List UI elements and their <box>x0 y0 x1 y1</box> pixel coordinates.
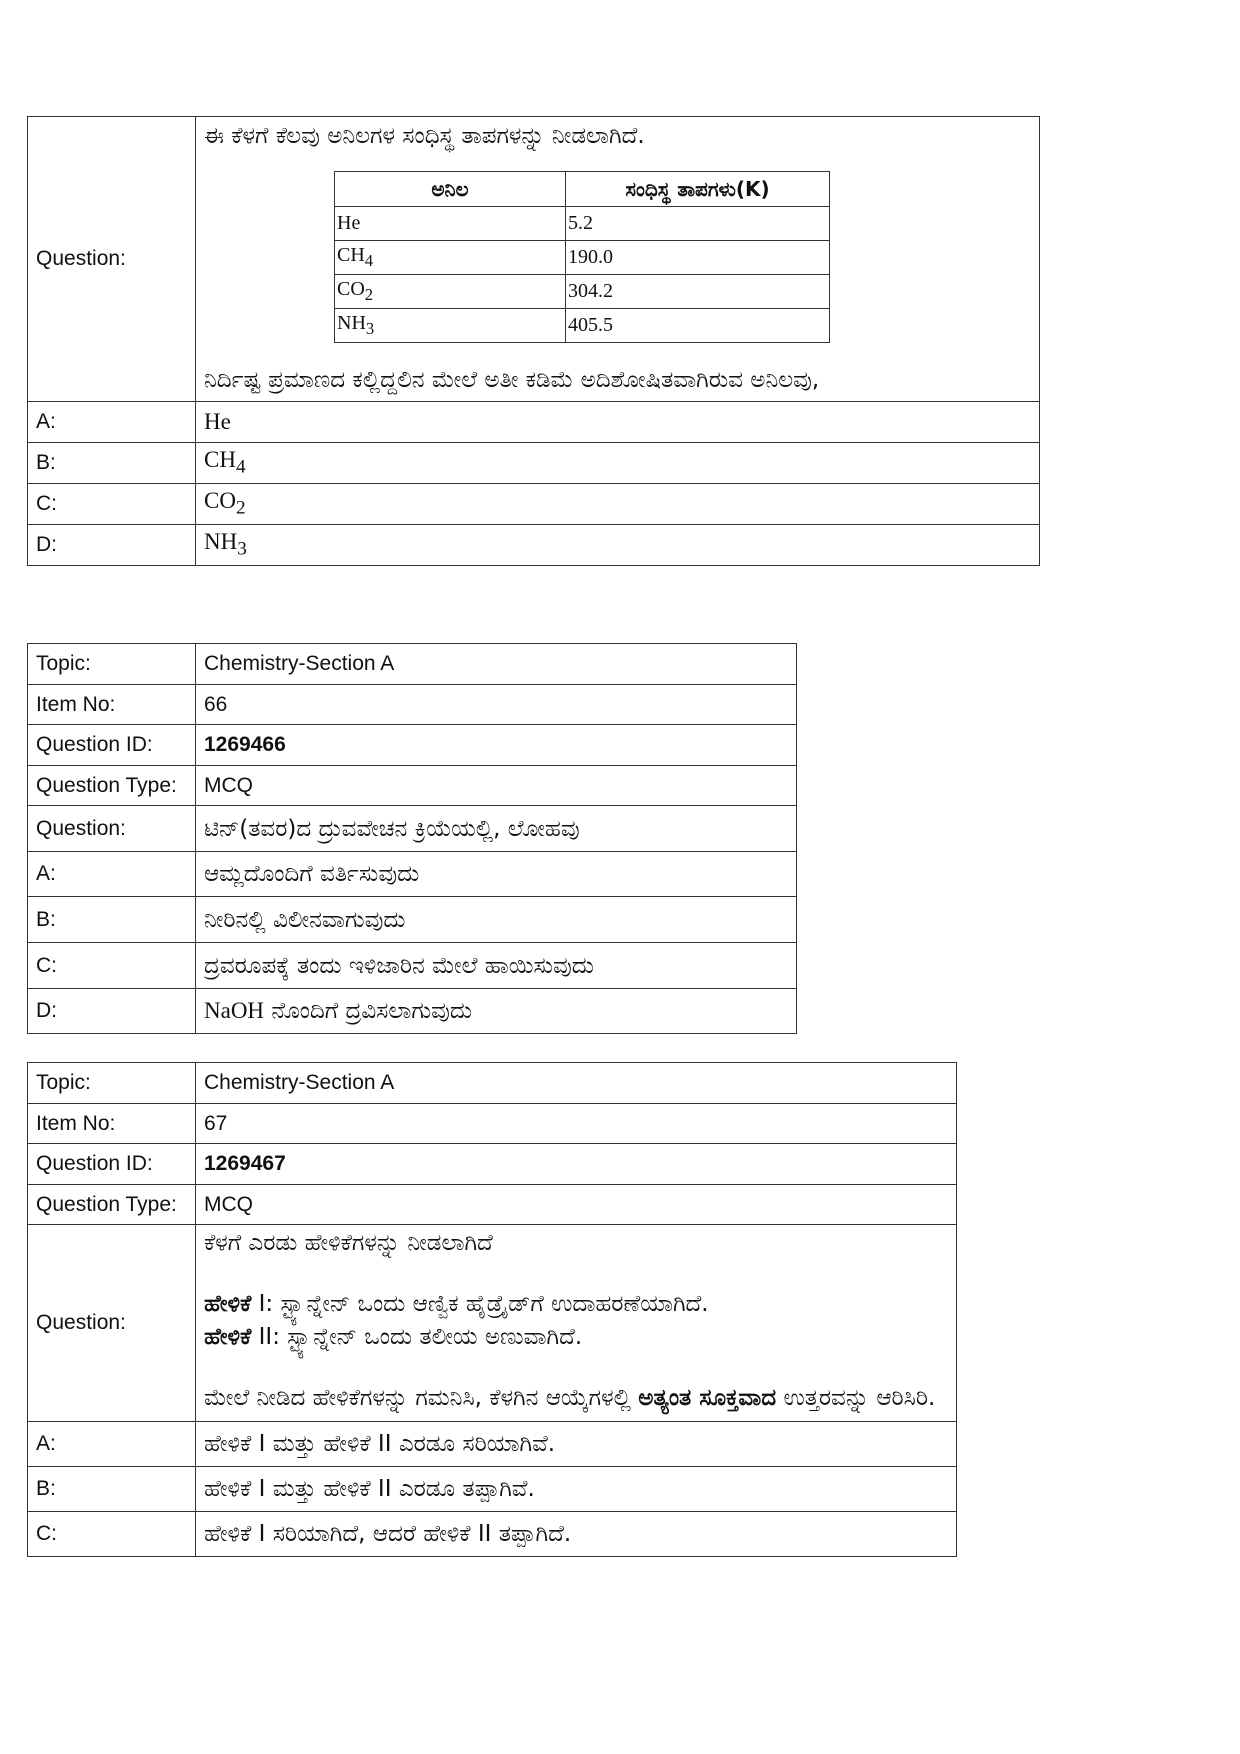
question-cell <box>196 1225 957 1422</box>
instruction-text: ಮೇಲೆ ನೀಡಿದ ಹೇಳಿಕೆಗಳನ್ನು ಗಮನಿಸಿ, ಕೆಳಗಿನ ಆಯ್ಕೆಗಳಲ್ಲಿ <box>204 1385 639 1411</box>
option-text <box>196 484 1040 525</box>
topic-value: Chemistry-Section A <box>196 644 797 685</box>
question-type-value: MCQ <box>196 1185 957 1225</box>
option-label: B: <box>28 897 196 943</box>
item-label: Item No: <box>28 1104 196 1144</box>
option-subscript: 4 <box>235 456 246 478</box>
item-number: 66 <box>196 685 797 725</box>
item-number: 67 <box>196 1104 957 1144</box>
item-label: Item No: <box>28 685 196 725</box>
gas-cell <box>335 309 566 343</box>
gas-cell <box>335 241 566 275</box>
option-label: A: <box>28 852 196 897</box>
question-type-label: Question Type: <box>28 766 196 806</box>
question-prompt: ನಿರ್ದಿಷ್ಟ ಪ್ರಮಾಣದ ಕಲ್ಲಿದ್ದಲಿನ ಮೇಲೆ ಅತೀ ಕಡಿಮೆ ಅದಿಶೋಷಿತವಾಗಿರುವ ಅನಿಲವು, <box>204 367 820 393</box>
question-type-label: Question Type: <box>28 1185 196 1225</box>
option-row <box>28 443 1040 484</box>
option-subscript: 2 <box>235 497 246 519</box>
option-text: ಹೇಳಿಕೆ I ಸರಿಯಾಗಿದೆ, ಆದರೆ ಹೇಳಿಕೆ II ತಪ್ಪಾಗಿದೆ. <box>196 1512 957 1557</box>
option-row <box>28 402 1040 443</box>
gas-subscript: 2 <box>364 285 374 304</box>
option-text <box>196 443 1040 484</box>
option-label: B: <box>28 443 196 484</box>
question-id-value: 1269466 <box>196 725 797 766</box>
gas-subscript: 4 <box>364 251 374 270</box>
temperature-cell: 190.0 <box>566 241 830 275</box>
topic-label: Topic: <box>28 1063 196 1104</box>
option-text <box>196 525 1040 566</box>
topic-row <box>28 1063 957 1104</box>
item-row <box>28 1104 957 1144</box>
temperature-column-header: ಸಂಧಿಸ್ಥ ತಾಪಗಳು(K) <box>566 172 830 207</box>
option-row <box>28 852 797 897</box>
topic-value: Chemistry-Section A <box>196 1063 957 1104</box>
question-table-1 <box>27 116 1040 566</box>
question-row <box>28 1225 957 1422</box>
option-formula: He <box>204 409 231 434</box>
option-formula: NaOH <box>204 998 265 1023</box>
temperature-cell: 304.2 <box>566 275 830 309</box>
option-subscript: 3 <box>237 538 247 560</box>
gas-formula: NH <box>337 312 366 334</box>
option-label: D: <box>28 525 196 566</box>
question-row <box>28 117 1040 402</box>
question-id-row <box>28 1144 957 1185</box>
option-text: ನೀರಿನಲ್ಲಿ ವಿಲೀನವಾಗುವುದು <box>196 897 797 943</box>
statement-1 <box>204 1288 948 1321</box>
statement-text: : ಸ್ಟ್ಯಾನ್ನೇನ್ ಒಂದು ಆಣ್ವಿಕ ಹೈಡ್ರೈಡ್‌ಗೆ ಉದಾಹರಣೆಯಾಗಿದೆ. <box>265 1291 709 1317</box>
gas-cell <box>335 275 566 309</box>
question-id-value: 1269467 <box>196 1144 957 1185</box>
question-id-label: Question ID: <box>28 725 196 766</box>
gas-subscript: 3 <box>365 319 375 338</box>
option-row <box>28 989 797 1034</box>
option-text-rest: ನೊಂದಿಗೆ ದ್ರವಿಸಲಾಗುವುದು <box>264 998 473 1024</box>
option-text: ಆಮ್ಲದೊಂದಿಗೆ ವರ್ತಿಸುವುದು <box>196 852 797 897</box>
option-row <box>28 1467 957 1512</box>
question-text: ಟಿನ್(ತವರ)ದ ದ್ರುವವೇಚನ ಕ್ರಿಯೆಯಲ್ಲಿ, ಲೋಹವು <box>196 806 797 852</box>
option-label: A: <box>28 402 196 443</box>
critical-temperature-table <box>334 171 830 343</box>
option-row <box>28 897 797 943</box>
option-formula: CH <box>204 447 236 473</box>
temperature-cell: 5.2 <box>566 207 830 241</box>
option-text: ಹೇಳಿಕೆ I ಮತ್ತು ಹೇಳಿಕೆ II ಎರಡೂ ತಪ್ಪಾಗಿವೆ. <box>196 1467 957 1512</box>
table-row <box>335 309 830 343</box>
question-label: Question: <box>28 1225 196 1422</box>
option-formula: NH <box>204 529 238 555</box>
instruction <box>204 1382 948 1415</box>
table-row <box>335 207 830 241</box>
option-row <box>28 1512 957 1557</box>
option-label: C: <box>28 484 196 525</box>
option-row <box>28 484 1040 525</box>
statement-word: ಹೇಳಿಕೆ <box>204 1291 252 1317</box>
critical-temperature-header-row <box>335 172 830 207</box>
statement-word: ಹೇಳಿಕೆ <box>204 1324 252 1350</box>
option-text <box>196 402 1040 443</box>
gas-formula: CH <box>337 244 365 266</box>
option-text <box>196 989 797 1034</box>
statement-number: I <box>251 1291 266 1317</box>
option-label: B: <box>28 1467 196 1512</box>
question-intro: ಕೆಳಗೆ ಎರಡು ಹೇಳಿಕೆಗಳನ್ನು ನೀಡಲಾಗಿದೆ <box>204 1230 493 1256</box>
table-row <box>335 241 830 275</box>
question-type-row <box>28 1185 957 1225</box>
temperature-cell: 405.5 <box>566 309 830 343</box>
statement-text: : ಸ್ಟ್ಯಾನ್ನೇನ್ ಒಂದು ತಲೀಯ ಅಣುವಾಗಿದೆ. <box>272 1324 583 1350</box>
topic-row <box>28 644 797 685</box>
question-label: Question: <box>28 806 196 852</box>
option-text: ದ್ರವರೂಪಕ್ಕೆ ತಂದು ಇಳಿಜಾರಿನ ಮೇಲೆ ಹಾಯಿಸುವುದು <box>196 943 797 989</box>
option-text: ಹೇಳಿಕೆ I ಮತ್ತು ಹೇಳಿಕೆ II ಎರಡೂ ಸರಿಯಾಗಿವೆ. <box>196 1422 957 1467</box>
statement-number: II <box>251 1324 273 1350</box>
option-label: D: <box>28 989 196 1034</box>
question-cell <box>196 117 1040 402</box>
gas-column-header: ಅನಿಲ <box>335 172 566 207</box>
option-row <box>28 943 797 989</box>
question-type-row <box>28 766 797 806</box>
option-formula: CO <box>204 488 236 514</box>
question-table-2 <box>27 643 797 1034</box>
instruction-emphasis: ಅತ್ಯಂತ ಸೂಕ್ತವಾದ <box>638 1385 777 1411</box>
option-label: A: <box>28 1422 196 1467</box>
option-label: C: <box>28 1512 196 1557</box>
topic-label: Topic: <box>28 644 196 685</box>
question-row <box>28 806 797 852</box>
instruction-text-end: ಉತ್ತರವನ್ನು ಆರಿಸಿರಿ. <box>776 1385 936 1411</box>
option-label: C: <box>28 943 196 989</box>
question-id-row <box>28 725 797 766</box>
table-row <box>335 275 830 309</box>
question-table-3 <box>27 1062 957 1557</box>
question-intro: ಈ ಕೆಳಗೆ ಕೆಲವು ಅನಿಲಗಳ ಸಂಧಿಸ್ಥ ತಾಪಗಳನ್ನು ನೀಡಲಾಗಿದೆ. <box>204 123 645 149</box>
statement-2 <box>204 1321 948 1354</box>
gas-formula: CO <box>337 278 365 300</box>
option-row <box>28 1422 957 1467</box>
option-row <box>28 525 1040 566</box>
question-label: Question: <box>28 117 196 402</box>
question-type-value: MCQ <box>196 766 797 806</box>
gas-cell: He <box>335 207 566 241</box>
item-row <box>28 685 797 725</box>
question-id-label: Question ID: <box>28 1144 196 1185</box>
